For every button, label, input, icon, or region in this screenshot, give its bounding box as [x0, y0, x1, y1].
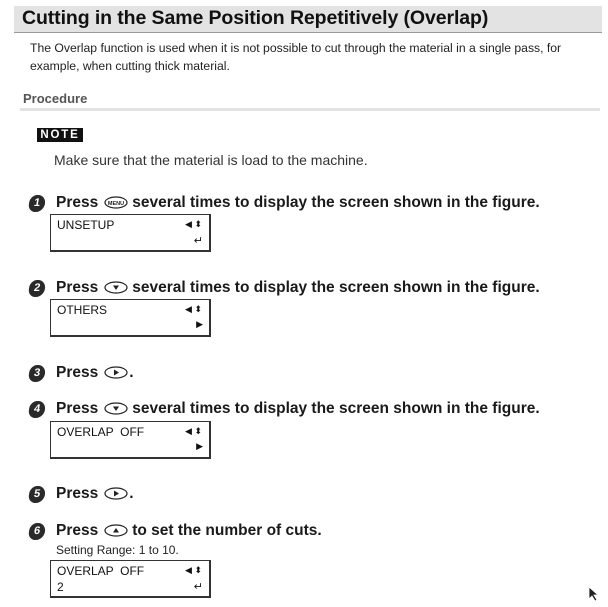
step-press-word: Press — [56, 364, 99, 381]
step-number: 4 — [28, 401, 47, 418]
step-number: 1 — [28, 195, 47, 212]
lcd-action-indicator: ↵ — [193, 581, 203, 593]
step-text: several times to display the screen shown in the figure. — [132, 400, 540, 417]
up-button-icon — [104, 524, 128, 537]
lcd-action-indicator: ▶ — [196, 319, 203, 329]
procedure-heading — [20, 91, 600, 111]
right-button-icon — [104, 487, 128, 500]
step-press-word: Press — [56, 522, 99, 539]
lcd-line-1: UNSETUP — [57, 218, 115, 232]
lcd-nav-indicator: ◀ ⬍ — [185, 565, 202, 575]
note-text: Make sure that the material is load to the machine. — [54, 152, 368, 168]
right-button-icon — [104, 366, 128, 379]
mouse-pointer-icon — [588, 586, 600, 602]
lcd-display — [50, 299, 211, 337]
step-number: 3 — [28, 365, 47, 382]
intro-paragraph: The Overlap function is used when it is not possible to cut through the material in a single pass, for example, when cutting thick material. — [30, 41, 562, 73]
step-text: . — [129, 364, 134, 381]
lcd-display — [50, 421, 211, 459]
lcd-action-indicator: ▶ — [196, 441, 203, 451]
lcd-action-indicator: ↵ — [193, 235, 203, 247]
down-button-icon — [104, 402, 128, 415]
step-text: to set the number of cuts. — [132, 522, 322, 539]
title-bar — [14, 6, 602, 33]
step-number: 5 — [28, 486, 47, 503]
page-title: Cutting in the Same Position Repetitively (Overlap) — [22, 7, 489, 29]
step-press-word: Press — [56, 279, 99, 296]
lcd-display — [50, 560, 211, 598]
step-instruction — [56, 278, 540, 298]
step-number: 6 — [28, 523, 47, 540]
down-button-icon — [104, 281, 128, 294]
lcd-nav-indicator: ◀ ⬍ — [185, 426, 202, 436]
step-text: several times to display the screen shown in the figure. — [132, 194, 540, 211]
note-badge: NOTE — [37, 128, 83, 142]
lcd-line-2: 2 — [57, 580, 64, 594]
procedure-heading-label: Procedure — [23, 91, 88, 106]
step-instruction — [56, 193, 540, 213]
menu-button-label: MENU — [108, 201, 125, 207]
step-instruction — [56, 484, 134, 504]
step-instruction — [56, 363, 134, 383]
lcd-nav-indicator: ◀ ⬍ — [185, 304, 202, 314]
lcd-line-1: OVERLAP OFF — [57, 425, 145, 439]
lcd-line-1: OVERLAP OFF — [57, 564, 145, 578]
step-text: . — [129, 485, 134, 502]
step-instruction — [56, 521, 322, 541]
step-press-word: Press — [56, 194, 99, 211]
step-instruction — [56, 399, 540, 419]
step-text: several times to display the screen shown in the figure. — [132, 279, 540, 296]
lcd-line-1: OTHERS — [57, 303, 108, 317]
lcd-display — [50, 214, 211, 252]
step-press-word: Press — [56, 400, 99, 417]
lcd-nav-indicator: ◀ ⬍ — [185, 219, 202, 229]
setting-range-note: Setting Range: 1 to 10. — [56, 543, 179, 557]
step-press-word: Press — [56, 485, 99, 502]
menu-button-icon — [104, 196, 128, 209]
step-number: 2 — [28, 280, 47, 297]
